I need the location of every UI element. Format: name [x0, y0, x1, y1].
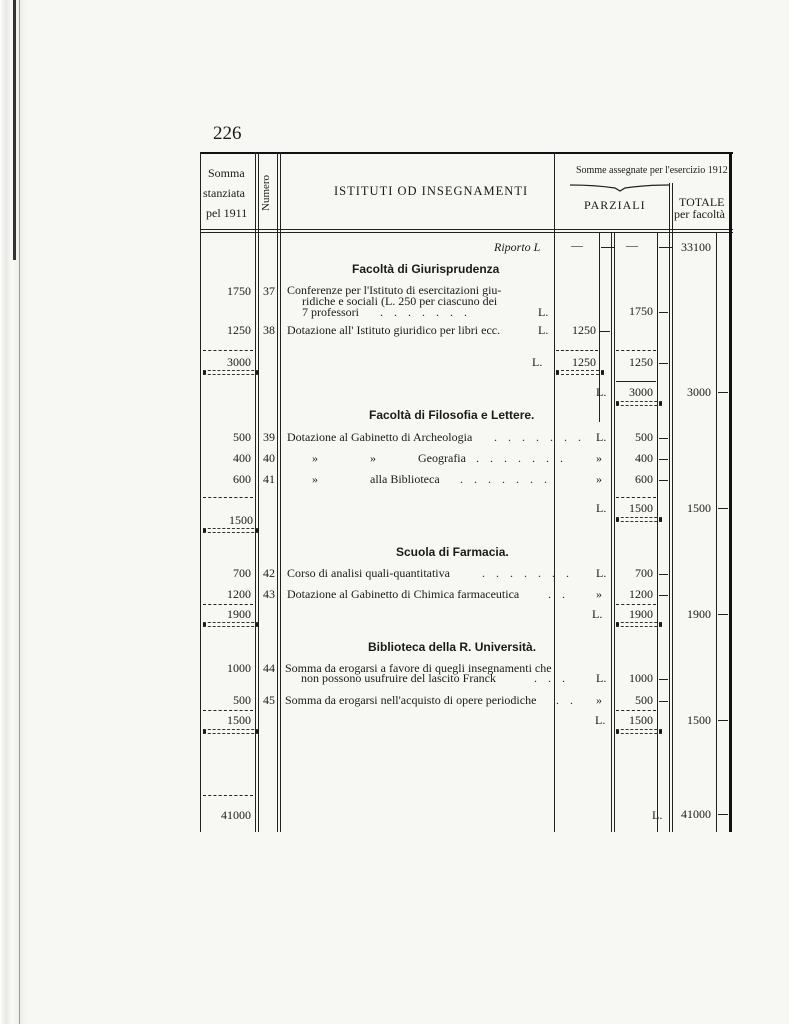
riporto-dash-1 — [601, 247, 615, 248]
grand-total-dash — [718, 814, 728, 815]
row-44-text-1: Somma da erogarsi a favore di quegli insegnamenti che — [285, 661, 552, 675]
col-rule-numero — [277, 152, 278, 832]
giuri-totale-dash — [718, 392, 728, 393]
farm-total-dbl — [616, 622, 662, 627]
header-totale-1: TOTALE — [679, 195, 725, 209]
giuri-subtotal-parziale: 1250 — [629, 355, 653, 369]
row-38-text: Dotazione all' Istituto giuridico per libri ecc. — [287, 323, 501, 337]
row-39-currency: L. — [596, 430, 607, 444]
giuri-subtotal-currency: L. — [532, 355, 543, 369]
bibl-somma-dbl — [203, 729, 259, 734]
section-title-farmacia: Scuola di Farmacia. — [396, 545, 509, 559]
row-44-currency: L. — [596, 671, 607, 685]
giuri-somma-rule — [203, 350, 253, 351]
bibl-total-parziale: 1500 — [629, 713, 653, 727]
row-40-parziale: 400 — [635, 451, 653, 465]
giuri-subtotal-dash — [659, 363, 668, 364]
row-43-dash — [659, 595, 668, 596]
row-41-ditto: » — [312, 472, 318, 486]
row-39-text: Dotazione al Gabinetto di Archeologia — [287, 430, 473, 444]
numero-40: 40 — [263, 451, 275, 465]
row-40-dash — [659, 459, 668, 460]
binding-rule-thin — [19, 0, 20, 1024]
col-rule-totale — [716, 232, 717, 832]
page-number: 226 — [213, 123, 242, 144]
header-istituti: ISTITUTI OD INSEGNAMENTI — [334, 184, 529, 198]
numero-44: 44 — [263, 661, 275, 675]
row-37-parziale: 1750 — [629, 304, 653, 318]
numero-37: 37 — [263, 284, 275, 298]
giuri-parz-rule — [616, 350, 656, 351]
grand-total-somma: 41000 — [221, 808, 251, 822]
row-42-parziale: 700 — [635, 566, 653, 580]
somma-38: 1250 — [227, 323, 251, 337]
giuri-total-rule — [616, 381, 656, 382]
giuri-somma-dbl — [203, 370, 259, 375]
header-parziali: PARZIALI — [584, 198, 646, 212]
row-41-currency: » — [596, 472, 602, 486]
row-41-text: alla Biblioteca — [370, 472, 440, 486]
farm-parz-rule — [616, 604, 656, 605]
row-39-dash — [659, 438, 668, 439]
row-39-dots: . . . . . . . — [494, 430, 585, 444]
riporto-dash-sub: — — [571, 238, 583, 252]
row-38-sub: 1250 — [572, 323, 596, 337]
row-37-text-2: ridiche e sociali (L. 250 per ciascuno dei — [302, 294, 498, 308]
row-37-dots: . . . . . . . — [380, 305, 471, 319]
giuri-sub-dbl — [556, 370, 604, 375]
header-somme-assegnate: Somme assegnate per l'esercizio 1912 — [576, 165, 728, 176]
giuri-subtotal-sub: 1250 — [572, 355, 596, 369]
row-42-dots: . . . . . . . — [482, 566, 573, 580]
row-39-parziale: 500 — [635, 430, 653, 444]
filo-somma-rule — [203, 497, 253, 498]
numero-43: 43 — [263, 587, 275, 601]
somma-41: 600 — [233, 472, 251, 486]
section-title-biblioteca: Biblioteca della R. Università. — [368, 640, 537, 654]
riporto-dash-parziale: — — [626, 238, 638, 252]
farm-total-parziale: 1900 — [629, 607, 653, 621]
col-rule-right — [729, 152, 732, 832]
row-44-parziale: 1000 — [629, 671, 653, 685]
header-totale-2: per facoltà — [674, 207, 725, 221]
row-40-ditto-1: » — [312, 451, 318, 465]
col-rule-parziali — [657, 232, 658, 832]
row-40-ditto-2: » — [370, 451, 376, 465]
numero-42: 42 — [263, 566, 275, 580]
row-44-dots: . . . — [534, 671, 569, 685]
giuri-total-currency: L. — [596, 385, 607, 399]
giuri-sub-rule — [556, 350, 598, 351]
row-45-dots: . . — [556, 693, 577, 707]
binding-rule — [13, 0, 16, 260]
row-44-dash — [659, 679, 668, 680]
row-40-dots: . . . . . . . — [476, 451, 567, 465]
farm-somma-rule — [203, 604, 253, 605]
grand-total-currency: L. — [652, 808, 663, 822]
row-37-text-3: 7 professori — [302, 305, 359, 319]
row-41-dots: . . . . . . . — [460, 472, 551, 486]
header-brace — [570, 179, 670, 185]
riporto-dash-2 — [659, 247, 673, 248]
row-45-text: Somma da erogarsi nell'acquisto di opere periodiche — [285, 693, 537, 707]
row-42-currency: L. — [596, 566, 607, 580]
row-40-text: Geografia — [418, 451, 466, 465]
filo-subtotal-somma: 1500 — [229, 513, 253, 527]
somma-45: 500 — [233, 693, 251, 707]
section-title-giurisprudenza: Facoltà di Giurisprudenza — [352, 262, 500, 276]
filo-total-parziale: 1500 — [629, 501, 653, 515]
row-45-parziale: 500 — [635, 693, 653, 707]
filo-total-dbl — [616, 517, 662, 522]
bibl-subtotal-somma: 1500 — [227, 713, 251, 727]
col-rule-numero-2 — [280, 152, 281, 832]
col-rule-istituti — [554, 152, 555, 832]
row-37-dash — [659, 312, 668, 313]
somma-40: 400 — [233, 451, 251, 465]
filo-somma-dbl — [203, 528, 259, 533]
farm-totale-dash — [718, 614, 728, 615]
somma-39: 500 — [233, 430, 251, 444]
bibl-total-currency: L. — [595, 713, 606, 727]
row-37-currency: L. — [538, 305, 549, 319]
col-rule-parziali-2 — [669, 183, 670, 832]
numero-41: 41 — [263, 472, 275, 486]
giuri-totale: 3000 — [687, 385, 711, 399]
row-41-dash — [659, 480, 668, 481]
giuri-total-dbl — [616, 401, 662, 406]
row-45-currency: » — [596, 693, 602, 707]
bibl-totale-dash — [718, 720, 728, 721]
header-numero: Numero — [260, 174, 272, 211]
row-43-text: Dotazione al Gabinetto di Chimica farmaceutica — [287, 587, 520, 601]
grand-total-totale: 41000 — [681, 807, 711, 821]
row-37-text-1: Conferenze per l'Istituto di esercitazioni giu- — [287, 283, 502, 297]
riporto-totale: 33100 — [681, 240, 711, 254]
farm-total-currency: L. — [592, 607, 603, 621]
filo-totale: 1500 — [687, 501, 711, 515]
col-rule-sub-2 — [611, 232, 612, 832]
row-42-text: Corso di analisi quali-quantitativa — [287, 566, 450, 580]
row-41-parziale: 600 — [635, 472, 653, 486]
farm-subtotal-somma: 1900 — [227, 607, 251, 621]
farm-totale: 1900 — [687, 607, 711, 621]
somma-43: 1200 — [227, 587, 251, 601]
header-somma-1: Somma — [208, 166, 245, 180]
header-somma-2: stanziata — [203, 186, 245, 200]
numero-38: 38 — [263, 323, 275, 337]
row-43-dots: . . — [548, 587, 569, 601]
bibl-parz-rule — [616, 710, 656, 711]
farm-somma-dbl — [203, 622, 259, 627]
col-rule-left — [200, 152, 201, 832]
numero-45: 45 — [263, 693, 275, 707]
row-45-dash — [659, 701, 668, 702]
section-title-filosofia: Facoltà di Filosofia e Lettere. — [369, 408, 535, 422]
giuri-total-parziale: 3000 — [629, 385, 653, 399]
header-somma-3: pel 1911 — [206, 206, 248, 220]
row-42-dash — [659, 574, 668, 575]
filo-parz-rule — [616, 497, 656, 498]
riporto-label: Riporto L — [494, 240, 541, 254]
grand-somma-rule — [203, 795, 253, 796]
row-38-dash — [600, 331, 610, 332]
somma-37: 1750 — [227, 284, 251, 298]
giuri-subtotal-somma: 3000 — [227, 355, 251, 369]
row-38-currency: L. — [538, 323, 549, 337]
somma-44: 1000 — [227, 661, 251, 675]
bibl-somma-rule — [203, 710, 253, 711]
row-40-currency: » — [596, 451, 602, 465]
row-44-text-2: non possono usufruire del lascito Franck — [301, 671, 496, 685]
bibl-totale: 1500 — [687, 713, 711, 727]
filo-totale-dash — [718, 508, 728, 509]
numero-39: 39 — [263, 430, 275, 444]
bibl-total-dbl — [616, 729, 662, 734]
row-43-parziale: 1200 — [629, 587, 653, 601]
row-43-currency: » — [596, 587, 602, 601]
somma-42: 700 — [233, 566, 251, 580]
col-rule-sub-3 — [614, 232, 615, 832]
filo-total-currency: L. — [596, 501, 607, 515]
